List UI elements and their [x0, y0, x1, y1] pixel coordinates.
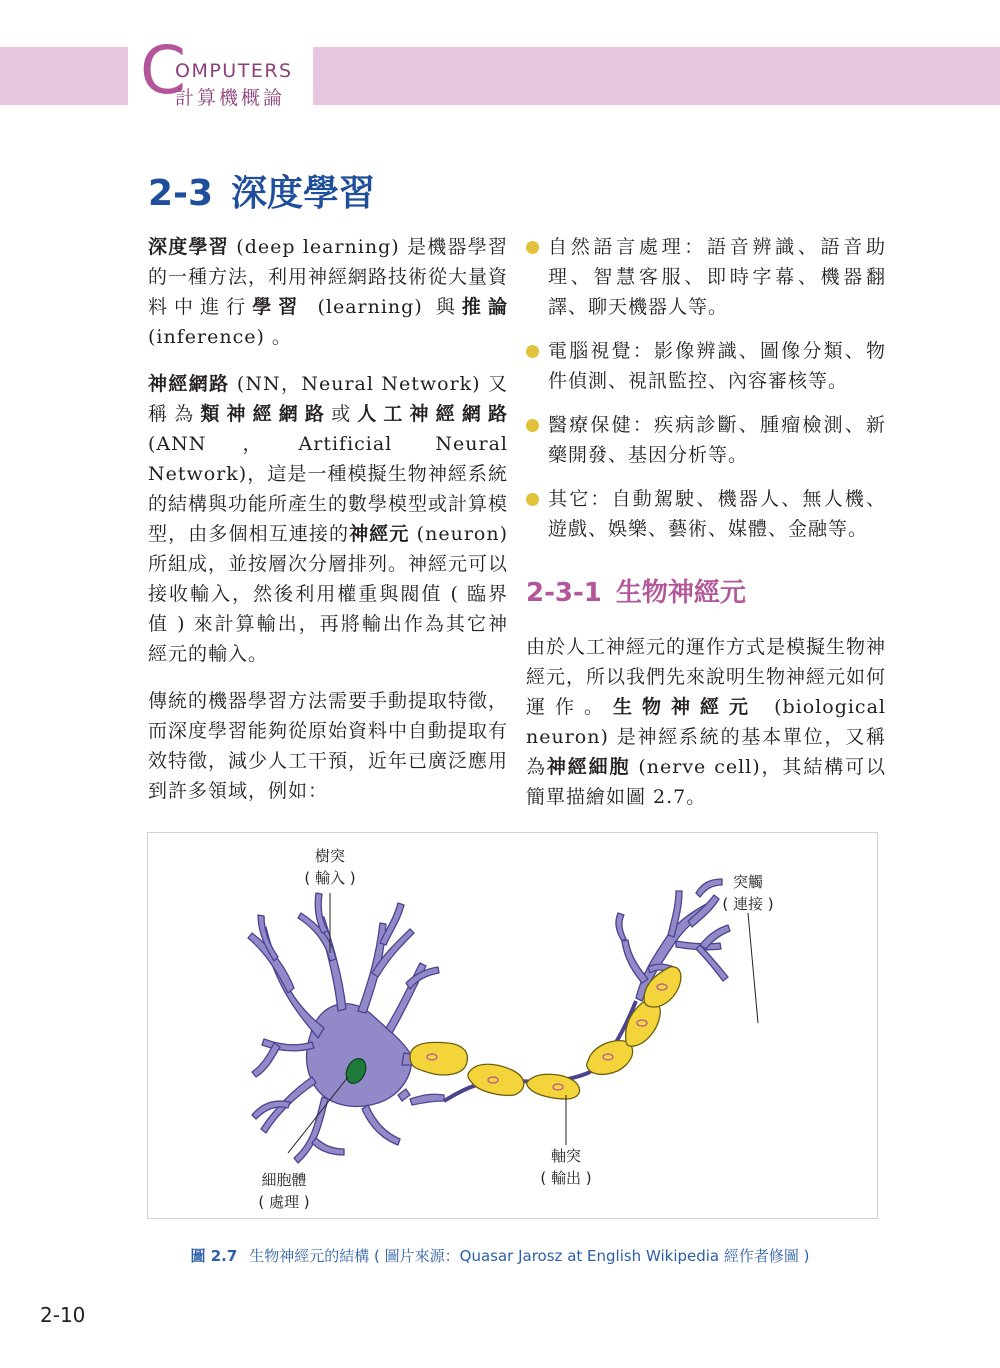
text: (learning) 與 [304, 296, 462, 318]
term-nerve-cell: 神經細胞 [546, 756, 631, 778]
list-item-text: 自然語言處理：語音辨識、語音助理、智慧客服、即時字幕、機器翻譯、聊天機器人等。 [548, 236, 886, 318]
application-list [526, 232, 886, 544]
dendrite-label-name: 樹突 [314, 847, 345, 865]
text: (neuron) 所組成，並按層次分層排列。神經元可以接收輸入，然後利用權重與閥值 ( 臨界值 ) 來計算輸出，再將輸出作為其它神經元的輸入。 [148, 523, 509, 665]
term-deep-learning: 深度學習 [148, 236, 230, 258]
subsection-number: 2-3-1 [526, 578, 602, 608]
synapse-label-role: ( 連接 ) [722, 895, 774, 913]
text: (nerve cell)，其結構可以簡單描繪如圖 2.7。 [526, 756, 886, 808]
axon-label [532, 1145, 600, 1189]
subsection-title [526, 578, 886, 608]
text: (deep learning) 是機器學習的一種方法，利用神經網路技術從大量資料中進行 [148, 236, 509, 318]
list-item [526, 336, 886, 396]
text: (biological neuron) 是神經系統的基本單位，又稱為 [526, 696, 886, 778]
term-inference: 推論 [461, 296, 508, 318]
paragraph-traditional-ml: 傳統的機器學習方法需要手動提取特徵，而深度學習能夠從原始資料中自動提取有效特徵，減少人工干預，近年已廣泛應用到許多領域，例如： [148, 690, 509, 802]
figure-number: 圖 2.7 [190, 1247, 238, 1265]
dendrite-label-role: ( 輸入 ) [304, 869, 356, 887]
list-item [526, 232, 886, 322]
paragraph-neural-network [148, 369, 508, 669]
soma-label [248, 1169, 320, 1213]
figure-caption [0, 1245, 1000, 1266]
brand-english: OMPUTERS [175, 60, 293, 82]
text: (NN，Neural Network) 又稱為 [148, 373, 508, 425]
subsection-title-text: 生物神經元 [615, 578, 746, 608]
dendrite-label [296, 845, 364, 889]
term-artificial-nn: 人工神經網路 [357, 403, 508, 425]
page-number: 2-10 [40, 1303, 86, 1327]
paragraph-deep-learning [148, 232, 508, 352]
term-neural-network: 神經網路 [148, 373, 230, 395]
brand-chinese: 計算機概論 [175, 87, 286, 109]
bullet-dot-icon [526, 493, 539, 506]
text: (inference) 。 [148, 326, 292, 348]
figure-caption-text: 生物神經元的結構 ( 圖片來源：Quasar Jarosz at English Wikipedia 經作者修圖 ) [249, 1247, 810, 1265]
synapse-label-name: 突觸 [732, 873, 763, 891]
term-biological-neuron: 生物神經元 [613, 696, 759, 718]
soma-label-role: ( 處理 ) [258, 1193, 310, 1211]
section-title-text: 深度學習 [231, 173, 376, 214]
soma-label-name: 細胞體 [261, 1171, 307, 1189]
bullet-dot-icon [526, 241, 539, 254]
list-item-text: 電腦視覺：影像辨識、圖像分類、物件偵測、視訊監控、內容審核等。 [548, 340, 886, 392]
section-number: 2-3 [148, 173, 214, 214]
bullet-dot-icon [526, 345, 539, 358]
left-column [148, 232, 508, 823]
paragraph-biological-neuron [526, 632, 886, 812]
list-item-text: 其它：自動駕駛、機器人、無人機、遊戲、娛樂、藝術、媒體、金融等。 [548, 488, 886, 540]
section-title [148, 165, 375, 216]
right-column [526, 232, 886, 829]
term-ann: 類神經網路 [200, 403, 332, 425]
text: 或 [331, 403, 358, 425]
neuron-figure [147, 832, 878, 1219]
synapse-label [714, 871, 782, 915]
axon-label-name: 軸突 [550, 1147, 581, 1165]
list-item [526, 410, 886, 470]
list-item [526, 484, 886, 544]
axon-label-role: ( 輸出 ) [540, 1169, 592, 1187]
term-learning: 學習 [252, 296, 305, 318]
text: (ANN，Artificial Neural Network)，這是一種模擬生物神經系統的結構與功能所產生的數學模型或計算模型，由多個相互連接的 [148, 433, 509, 545]
list-item-text: 醫療保健：疾病診斷、腫瘤檢測、新藥開發、基因分析等。 [548, 414, 886, 466]
term-neuron: 神經元 [349, 523, 410, 545]
brand-letter: C [140, 32, 187, 109]
text: 由於人工神經元的運作方式是模擬生物神經元，所以我們先來說明生物神經元如何運作。 [526, 636, 887, 718]
bullet-dot-icon [526, 419, 539, 432]
